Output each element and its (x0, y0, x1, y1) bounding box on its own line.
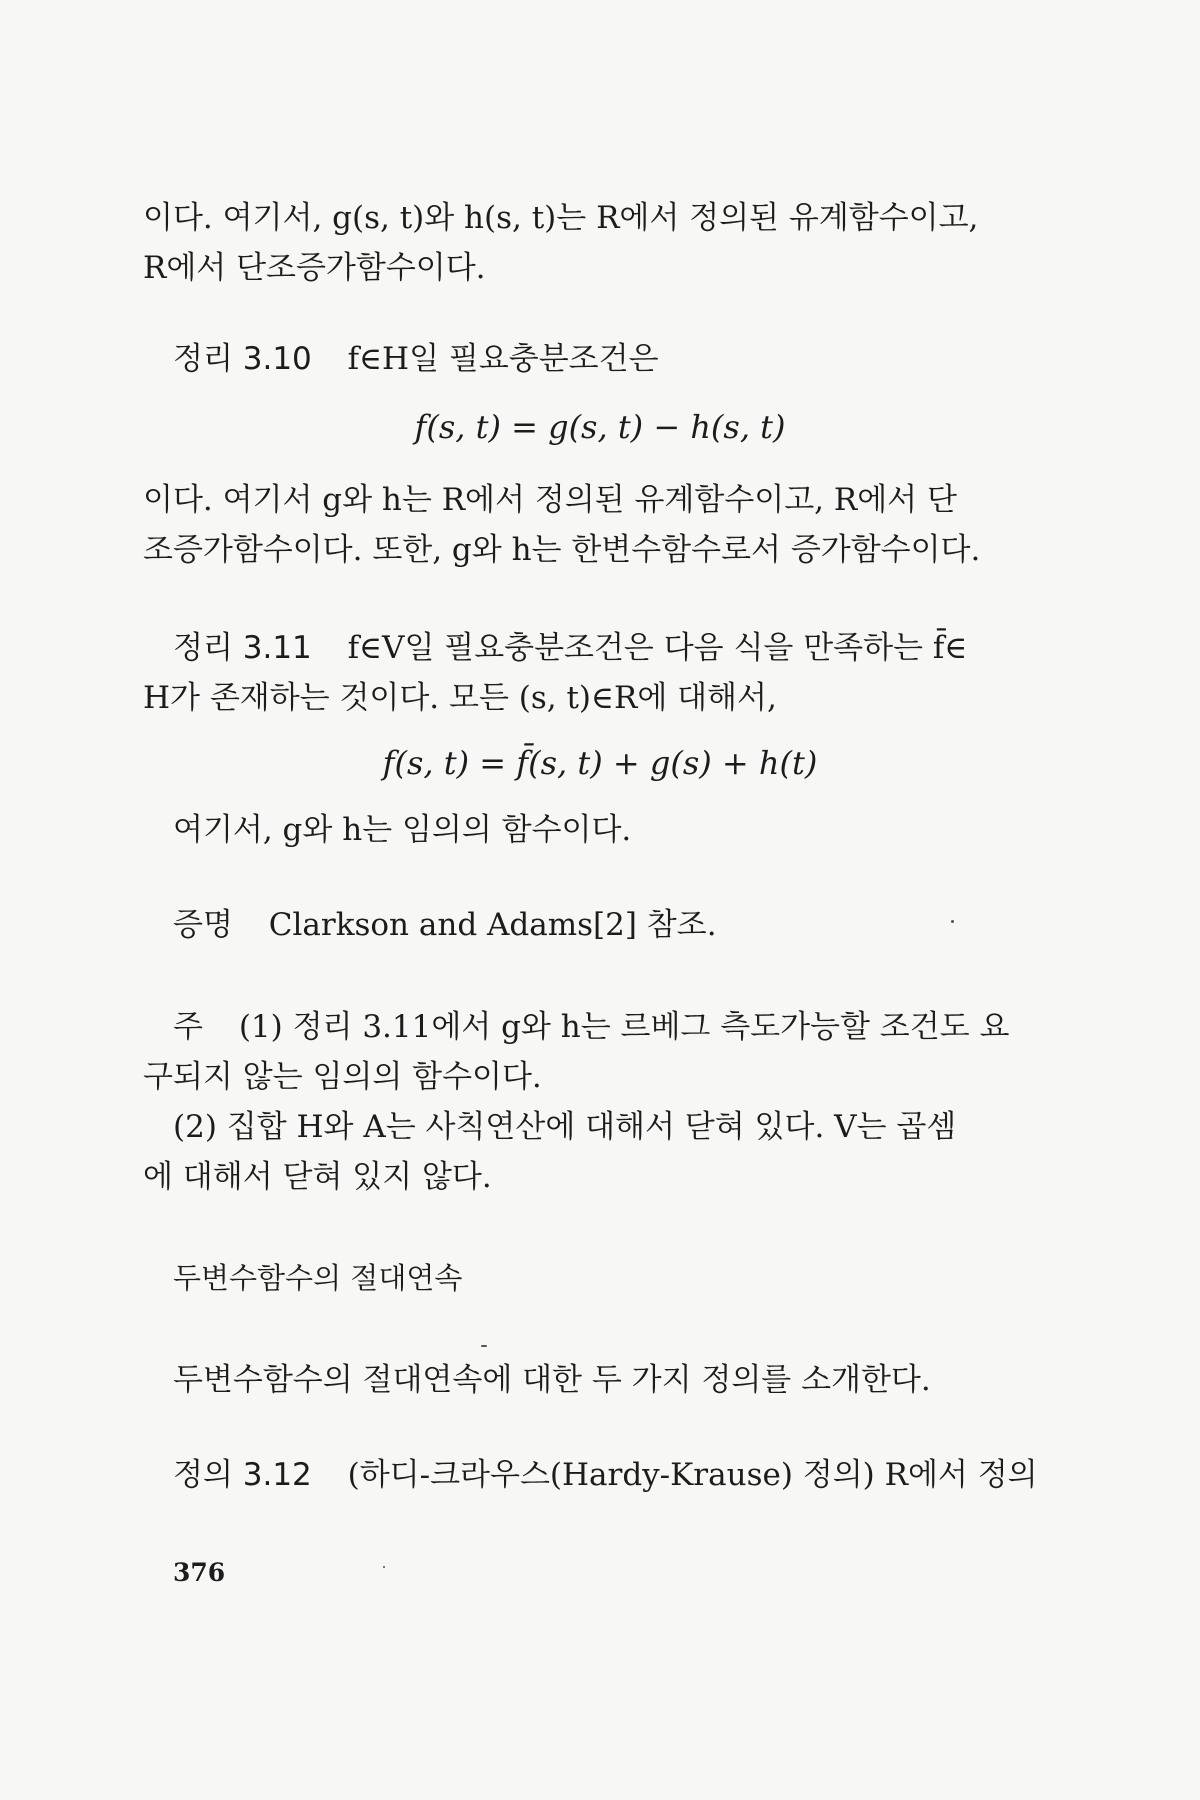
paragraph-line (143, 530, 980, 570)
theorem-text: f∈H일 필요충분조건은 (347, 341, 659, 377)
text-line: (2) 집합 H와 A는 사칙연산에 대해서 닫혀 있다. V는 곱셈 (173, 1109, 957, 1145)
equation-1: f(s, t) = g(s, t) − h(s, t) (414, 408, 786, 446)
proof-text: Clarkson and Adams[2] 참조. (268, 907, 717, 943)
equation-2: f(s, t) = f̄(s, t) + g(s) + h(t) (382, 744, 818, 782)
note-label: 주 (173, 1009, 203, 1045)
text-line: 조증가함수이다. 또한, g와 h는 한변수함수로서 증가함수이다. (143, 532, 981, 568)
paragraph-line (143, 480, 957, 520)
theorem-label: 정리 3.11 (173, 630, 312, 666)
theorem-3-11 (173, 628, 967, 668)
text-line: 구되지 않는 임의의 함수이다. (143, 1059, 542, 1095)
paragraph-line (143, 1157, 492, 1197)
definition-label: 정의 3.12 (173, 1457, 312, 1493)
paragraph-line (143, 678, 777, 718)
paragraph-line (173, 810, 631, 850)
scan-speck (481, 1345, 487, 1347)
text-line: 두변수함수의 절대연속에 대한 두 가지 정의를 소개한다. (173, 1362, 931, 1398)
paragraph-line (143, 248, 486, 288)
text-line: R에서 단조증가함수이다. (143, 250, 486, 286)
note-1 (173, 1007, 1009, 1047)
definition-text: (하디-크라우스(Hardy-Krause) 정의) R에서 정의 (347, 1457, 1038, 1493)
text-line: H가 존재하는 것이다. 모든 (s, t)∈R에 대해서, (143, 680, 777, 716)
note-2 (173, 1107, 956, 1147)
theorem-3-10 (173, 339, 659, 379)
text-line: 에 대해서 닫혀 있지 않다. (143, 1159, 492, 1195)
note-text: (1) 정리 3.11에서 g와 h는 르베그 측도가능할 조건도 요 (238, 1009, 1010, 1045)
definition-3-12 (173, 1455, 1038, 1495)
scan-speck (383, 1566, 385, 1568)
text-line: 여기서, g와 h는 임의의 함수이다. (173, 812, 632, 848)
paragraph-line (143, 1057, 542, 1097)
theorem-text: f∈V일 필요충분조건은 다음 식을 만족하는 f̄∈ (347, 630, 968, 666)
scan-speck (951, 920, 954, 923)
text-line: 이다. 여기서 g와 h는 R에서 정의된 유계함수이고, R에서 단 (143, 482, 957, 518)
text-line: 이다. 여기서, g(s, t)와 h(s, t)는 R에서 정의된 유계함수이고, (143, 200, 979, 236)
section-title: 두변수함수의 절대연속 (173, 1261, 463, 1295)
theorem-label: 정리 3.10 (173, 341, 312, 377)
proof-label: 증명 (173, 907, 233, 943)
paragraph-line (173, 1360, 931, 1400)
page-number: 376 (173, 1558, 226, 1587)
paragraph-line (143, 198, 1030, 238)
proof-line (173, 905, 717, 945)
